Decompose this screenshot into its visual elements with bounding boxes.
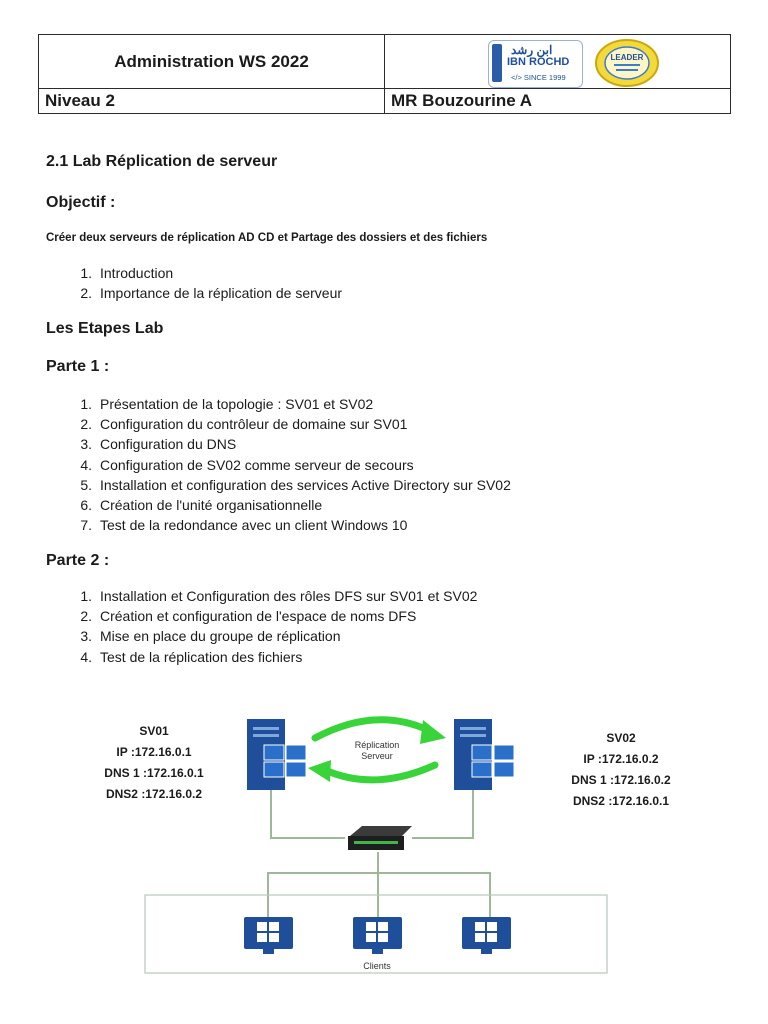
logo-since-text: </> SINCE 1999	[511, 73, 566, 82]
sv01-name: SV01	[139, 724, 169, 738]
list-item: 4 . Test de la réplication des fichiers	[46, 647, 477, 667]
replication-label-line1: Réplication	[354, 740, 400, 750]
list-item: 3 . Mise en place du groupe de réplication	[46, 626, 477, 646]
sv02-dns1: DNS 1 :172.16.0.2	[571, 773, 671, 787]
parte2-heading: Parte 2 :	[46, 552, 110, 569]
sv01-server-icon	[247, 719, 306, 790]
list-item: 4 . Configuration de SV02 comme serveur de secours	[46, 455, 511, 475]
sv02-name: SV02	[606, 731, 636, 745]
list-item: 2 . Importance de la réplication de serveur	[46, 283, 342, 303]
list-item: 3 . Configuration du DNS	[46, 434, 511, 454]
network-lines	[268, 790, 490, 919]
etapes-heading: Les Etapes Lab	[46, 320, 164, 337]
client-monitor-icon	[353, 917, 402, 954]
arrow-head-left	[308, 760, 331, 782]
list-item: 1 . Installation et Configuration des rôles DFS sur SV01 et SV02	[46, 586, 477, 606]
client-monitor-icon	[244, 917, 293, 954]
objectif-text: Créer deux serveurs de réplication AD CD et Partage des dossiers et des fichiers	[46, 232, 488, 244]
parte1-heading: Parte 1 :	[46, 358, 110, 375]
network-switch-icon	[348, 826, 412, 850]
arrow-head-right	[420, 720, 446, 744]
level-cell: Niveau 2	[39, 89, 385, 114]
teacher-cell: MR Bouzourine A	[385, 89, 731, 114]
document-title: Administration WS 2022	[39, 35, 385, 89]
logo-name-text: IBN ROCHD	[507, 56, 570, 68]
sv01-dns2: DNS2 :172.16.0.2	[105, 787, 203, 801]
sv02-dns2: DNS2 :172.16.0.1	[572, 794, 670, 808]
section-title: 2.1 Lab Réplication de serveur	[46, 153, 278, 170]
sv02-ip: IP :172.16.0.2	[583, 752, 659, 766]
list-item: 2 . Configuration du contrôleur de domaine sur SV01	[46, 414, 511, 434]
objectif-heading: Objectif :	[46, 194, 116, 211]
list-item: 6 . Création de l'unité organisationnelle	[46, 495, 511, 515]
sv01-dns1: DNS 1 :172.16.0.1	[104, 766, 204, 780]
client-monitor-icon	[462, 917, 511, 954]
logo2-name-text: LEADER	[610, 53, 644, 62]
replication-label-line2: Serveur	[361, 751, 393, 761]
logo-arabic-text: ابن رشد	[511, 43, 553, 57]
clients-label: Clients	[363, 961, 391, 971]
sv02-server-icon	[454, 719, 514, 790]
list-item: 5 . Installation et configuration des services Active Directory sur SV02	[46, 475, 511, 495]
list-item: 2 . Création et configuration de l'espace de noms DFS	[46, 606, 477, 626]
list-item: 1 . Introduction	[46, 263, 342, 283]
sv01-ip: IP :172.16.0.1	[116, 745, 192, 759]
list-item: 7 . Test de la redondance avec un client Windows 10	[46, 515, 511, 535]
list-item: 1 . Présentation de la topologie : SV01 et SV02	[46, 394, 511, 414]
